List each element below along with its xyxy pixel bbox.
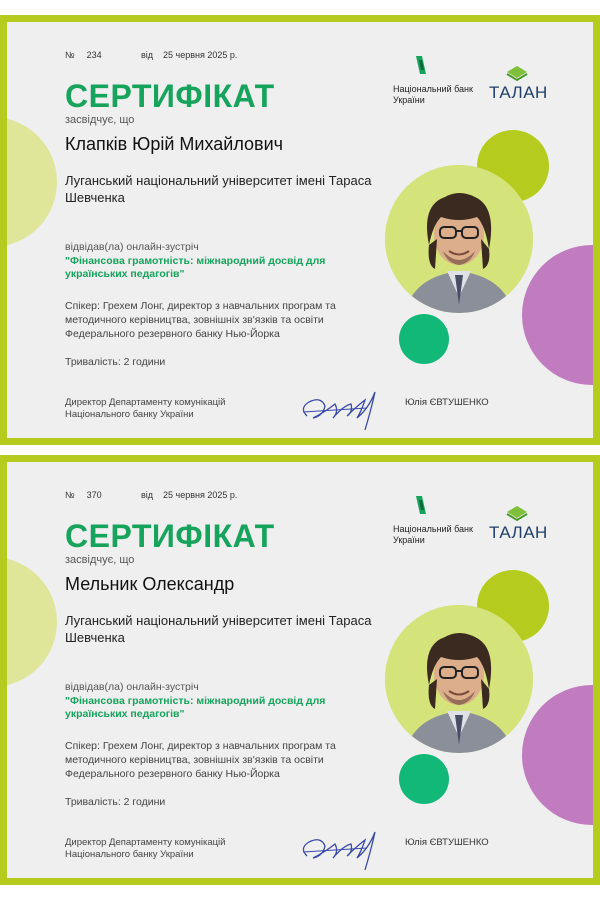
director-title: Директор Департаменту комунікацій Національного банку України xyxy=(65,397,226,420)
director-title: Директор Департаменту комунікацій Національного банку України xyxy=(65,837,226,860)
university-name: Луганський національний університет імені Тараса Шевченка xyxy=(65,613,372,645)
recipient-name: Клапків Юрій Михайлович xyxy=(65,134,284,154)
number-label: № xyxy=(65,490,75,500)
certificate-number: 234 xyxy=(86,50,102,60)
decor-circle-purple xyxy=(522,685,600,825)
certificate-date-line xyxy=(141,50,237,60)
speaker-photo xyxy=(385,165,533,313)
speaker-photo-icon xyxy=(385,605,533,753)
talan-logo-icon xyxy=(505,64,529,82)
talan-logo-text: ТАЛАН xyxy=(489,83,548,102)
date-label: від xyxy=(141,50,154,60)
certificate-date-line xyxy=(141,490,237,500)
recipient-name: Мельник Олександр xyxy=(65,574,235,594)
talan-logo-text: ТАЛАН xyxy=(489,523,548,542)
certificate-title: СЕРТИФІКАТ xyxy=(65,518,275,554)
talan-logo-icon xyxy=(505,504,529,522)
certifies-text: засвідчує, що xyxy=(65,114,135,126)
event-title: "Фінансова грамотність: міжнародний досвід для українських педагогів" xyxy=(65,695,326,720)
event-title: "Фінансова грамотність: міжнародний досвід для українських педагогів" xyxy=(65,255,326,280)
university-name: Луганський національний університет імені Тараса Шевченка xyxy=(65,173,372,205)
nbu-logo-icon xyxy=(413,54,429,76)
signature-icon xyxy=(295,822,385,872)
signer-name: Юлія ЄВТУШЕНКО xyxy=(405,837,489,848)
certificate xyxy=(0,455,600,885)
certificate-number-line xyxy=(65,50,102,60)
nbu-logo-text: Національний банк України xyxy=(393,84,473,105)
duration-text: Тривалість: 2 години xyxy=(65,796,166,808)
nbu-logo-icon xyxy=(413,494,429,516)
certificate-date: 25 червня 2025 р. xyxy=(163,490,238,500)
attended-text: відвідав(ла) онлайн-зустріч xyxy=(65,241,199,253)
decor-circle-green xyxy=(399,314,449,364)
duration-text: Тривалість: 2 години xyxy=(65,356,166,368)
certificate-title: СЕРТИФІКАТ xyxy=(65,78,275,114)
attended-text: відвідав(ла) онлайн-зустріч xyxy=(65,681,199,693)
speaker-photo-icon xyxy=(385,165,533,313)
nbu-logo-text: Національний банк України xyxy=(393,524,473,545)
signature-icon xyxy=(295,382,385,432)
certificate-number: 370 xyxy=(86,490,102,500)
certificate-number-line xyxy=(65,490,102,500)
speaker-photo xyxy=(385,605,533,753)
decor-circle-left xyxy=(0,117,57,247)
decor-circle-green xyxy=(399,754,449,804)
certificate-date: 25 червня 2025 р. xyxy=(163,50,238,60)
signer-name: Юлія ЄВТУШЕНКО xyxy=(405,397,489,408)
date-label: від xyxy=(141,490,154,500)
speaker-info: Спікер: Грехем Лонг, директор з навчальних програм та методичного керівництва, зовнішніх зв'язків та освіти Федерального резервного банку Нью-Йорка xyxy=(65,300,336,340)
number-label: № xyxy=(65,50,75,60)
speaker-info: Спікер: Грехем Лонг, директор з навчальних програм та методичного керівництва, зовнішніх зв'язків та освіти Федерального резервного банку Нью-Йорка xyxy=(65,740,336,780)
decor-circle-purple xyxy=(522,245,600,385)
decor-circle-left xyxy=(0,557,57,687)
certificate xyxy=(0,15,600,445)
certifies-text: засвідчує, що xyxy=(65,554,135,566)
